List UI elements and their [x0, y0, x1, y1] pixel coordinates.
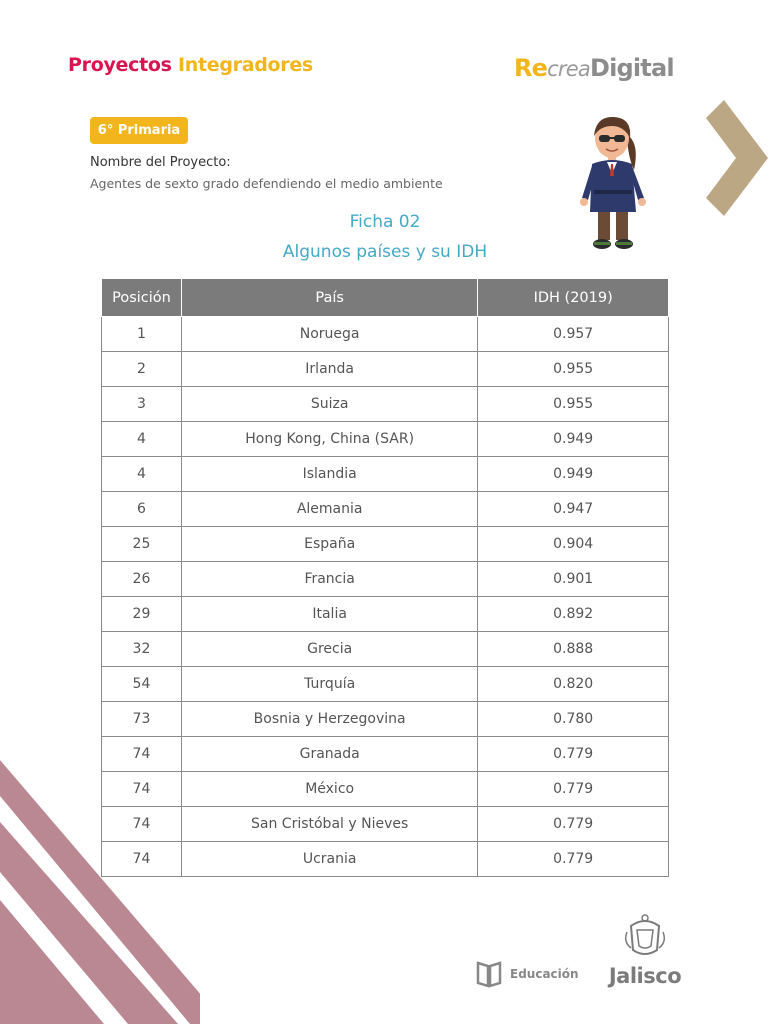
cell-hdi: 0.901 — [478, 562, 669, 597]
cell-hdi: 0.955 — [478, 387, 669, 422]
education-label: Educación — [510, 967, 579, 981]
cell-country: Noruega — [181, 317, 477, 352]
cell-position: 74 — [102, 772, 182, 807]
cell-position: 54 — [102, 667, 182, 702]
cell-position: 29 — [102, 597, 182, 632]
header-hdi: IDH (2019) — [478, 279, 669, 317]
cell-hdi: 0.779 — [478, 772, 669, 807]
table-row — [102, 667, 669, 702]
table-row — [102, 317, 669, 352]
cell-position: 25 — [102, 527, 182, 562]
cell-country: México — [181, 772, 477, 807]
header-country: País — [181, 279, 477, 317]
cell-hdi: 0.947 — [478, 492, 669, 527]
cell-hdi: 0.949 — [478, 422, 669, 457]
cell-country: Italia — [181, 597, 477, 632]
table-row — [102, 352, 669, 387]
table-row — [102, 422, 669, 457]
cell-hdi: 0.949 — [478, 457, 669, 492]
footer-education — [476, 960, 579, 988]
table-row — [102, 702, 669, 737]
cell-position: 74 — [102, 807, 182, 842]
cell-hdi: 0.888 — [478, 632, 669, 667]
cell-hdi: 0.779 — [478, 807, 669, 842]
cell-country: Ucrania — [181, 842, 477, 877]
table-row — [102, 597, 669, 632]
character-illustration — [574, 112, 654, 254]
brand-left-word-2: Integradores — [177, 54, 313, 76]
table-row — [102, 527, 669, 562]
brand-right-re: Re — [514, 54, 548, 82]
cell-country: Turquía — [181, 667, 477, 702]
sheet-title: Algunos países y su IDH — [282, 242, 488, 262]
sheet-number: Ficha 02 — [349, 212, 421, 232]
cell-position: 74 — [102, 737, 182, 772]
book-icon — [476, 960, 502, 988]
cell-country: Irlanda — [181, 352, 477, 387]
table-header-row — [102, 279, 669, 317]
cell-country: España — [181, 527, 477, 562]
cell-hdi: 0.779 — [478, 737, 669, 772]
cell-country: Hong Kong, China (SAR) — [181, 422, 477, 457]
cell-hdi: 0.780 — [478, 702, 669, 737]
grade-badge: 6° Primaria — [90, 117, 188, 144]
cell-country: Grecia — [181, 632, 477, 667]
project-label: Nombre del Proyecto: — [90, 155, 231, 170]
project-name: Agentes de sexto grado defendiendo el medio ambiente — [90, 176, 443, 191]
cell-position: 1 — [102, 317, 182, 352]
cell-hdi: 0.820 — [478, 667, 669, 702]
cell-hdi: 0.957 — [478, 317, 669, 352]
table-row — [102, 632, 669, 667]
cell-hdi: 0.904 — [478, 527, 669, 562]
cell-hdi: 0.779 — [478, 842, 669, 877]
cell-hdi: 0.955 — [478, 352, 669, 387]
cell-country: Suiza — [181, 387, 477, 422]
cell-position: 32 — [102, 632, 182, 667]
brand-recrea-digital — [514, 54, 674, 82]
jalisco-label: Jalisco — [608, 964, 682, 988]
cell-country: Granada — [181, 737, 477, 772]
brand-proyectos-integradores — [68, 54, 313, 76]
table-row — [102, 562, 669, 597]
cell-position: 26 — [102, 562, 182, 597]
cell-position: 73 — [102, 702, 182, 737]
table-row — [102, 457, 669, 492]
coat-of-arms-icon — [623, 912, 667, 960]
header-position: Posición — [102, 279, 182, 317]
decorative-stripes — [0, 760, 200, 1024]
brand-right-digital: Digital — [589, 54, 674, 82]
cell-country: Alemania — [181, 492, 477, 527]
brand-left-word-1: Proyectos — [68, 54, 172, 76]
chevron-right-icon — [706, 100, 768, 218]
cell-position: 4 — [102, 457, 182, 492]
brand-right-crea: crea — [547, 57, 590, 81]
cell-country: San Cristóbal y Nieves — [181, 807, 477, 842]
cell-position: 3 — [102, 387, 182, 422]
footer-jalisco — [600, 912, 690, 988]
cell-country: Bosnia y Herzegovina — [181, 702, 477, 737]
cell-hdi: 0.892 — [478, 597, 669, 632]
cell-country: Francia — [181, 562, 477, 597]
cell-position: 6 — [102, 492, 182, 527]
table-row — [102, 387, 669, 422]
cell-position: 74 — [102, 842, 182, 877]
cell-position: 4 — [102, 422, 182, 457]
cell-position: 2 — [102, 352, 182, 387]
cell-country: Islandia — [181, 457, 477, 492]
table-row — [102, 492, 669, 527]
